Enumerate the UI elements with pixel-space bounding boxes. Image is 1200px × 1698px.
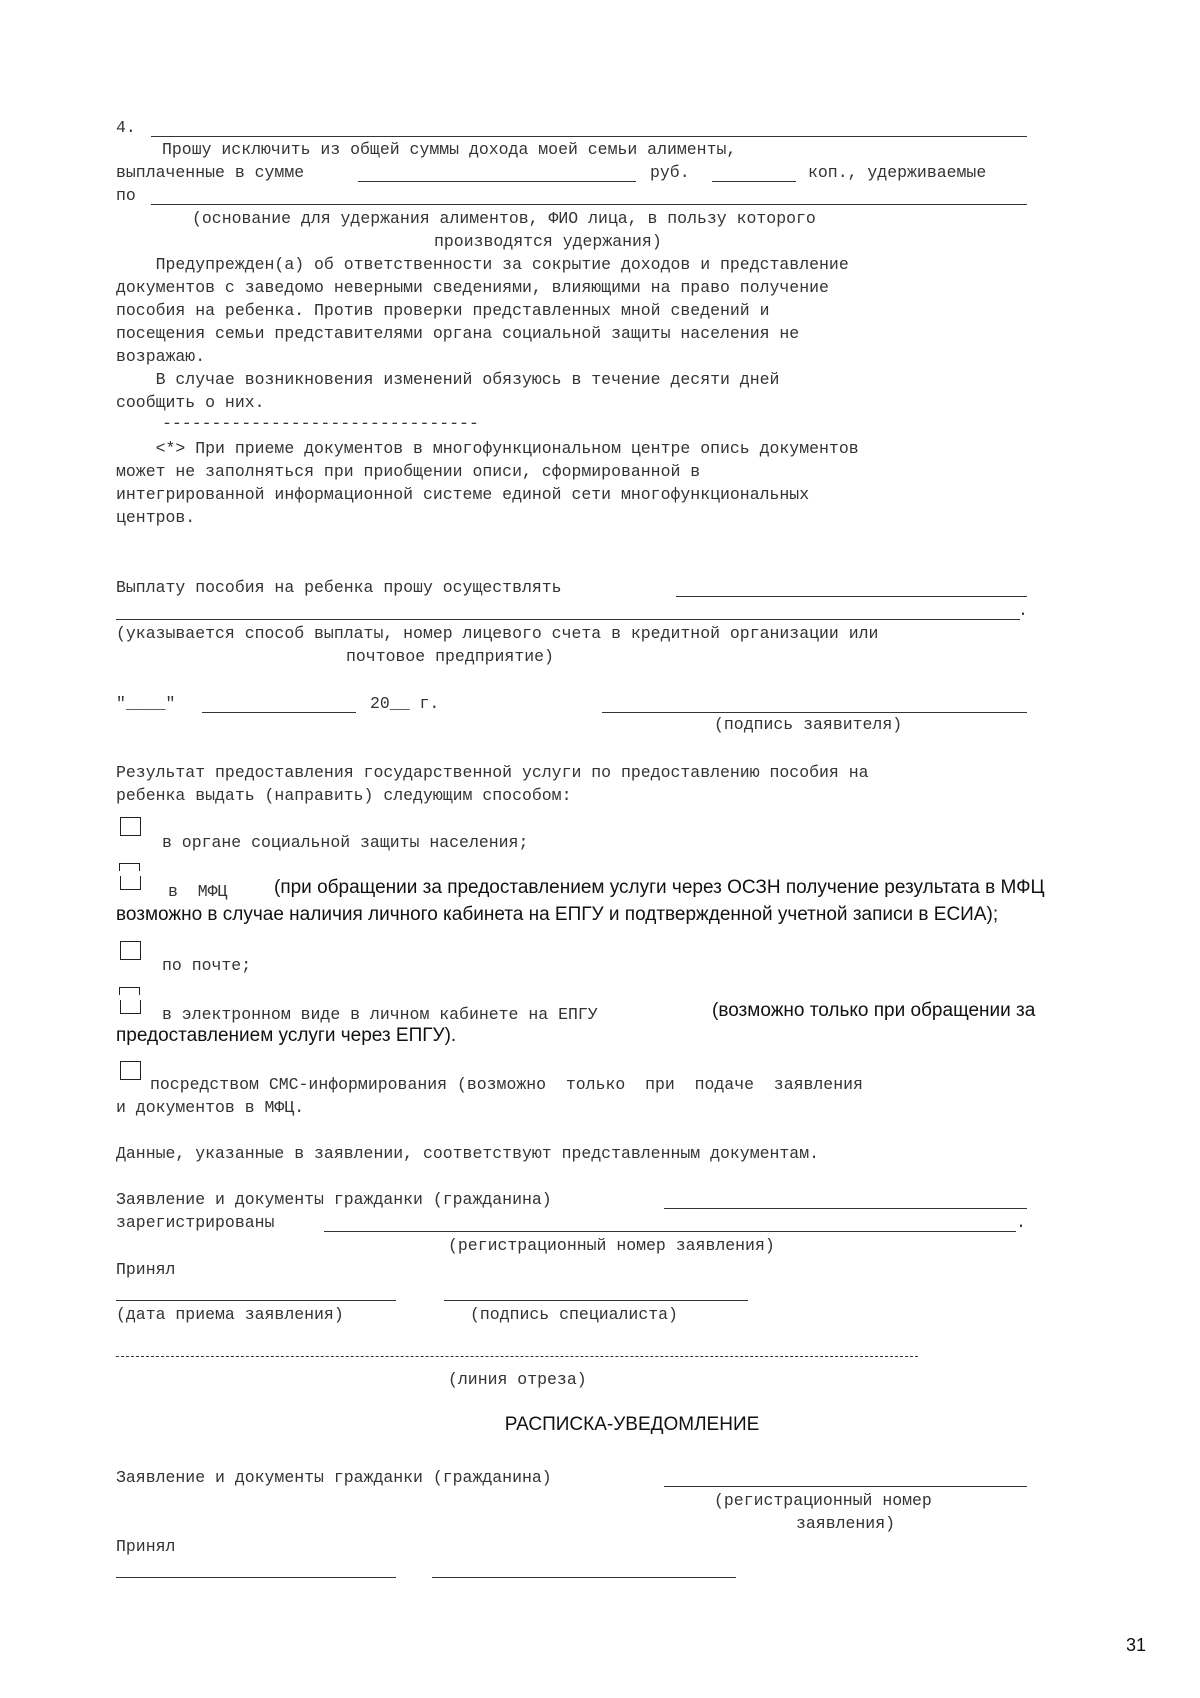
receipt-title: РАСПИСКА-УВЕДОМЛЕНИЕ bbox=[504, 1414, 760, 1435]
payment-label: Выплату пособия на ребенка прошу осуществлять bbox=[116, 578, 562, 597]
receipt-number-note-1: (регистрационный номер bbox=[714, 1491, 932, 1510]
option-sms-checkbox[interactable] bbox=[120, 1061, 141, 1080]
option-sms-label-1: посредством СМС-информирования (возможно только при подаче заявления bbox=[150, 1075, 863, 1094]
payment-blank-1 bbox=[676, 596, 1027, 597]
date-month-blank bbox=[202, 712, 356, 713]
option-epgu-label: в электронном виде в личном кабинете на ЕПГУ bbox=[162, 1005, 598, 1024]
alimony-request: Прошу исключить из общей суммы дохода моей семьи алименты, bbox=[162, 140, 737, 159]
item-number: 4. bbox=[116, 118, 136, 137]
receipt-line-1: Заявление и документы гражданки (гражданина) bbox=[116, 1468, 552, 1487]
cut-line bbox=[116, 1356, 918, 1357]
receipt-number-note-2: заявления) bbox=[796, 1514, 896, 1533]
receipt-name-blank bbox=[664, 1486, 1027, 1487]
alimony-by-label: по bbox=[116, 186, 136, 205]
alimony-basis-blank bbox=[151, 204, 1027, 205]
payment-note-2: почтовое предприятие) bbox=[346, 647, 554, 666]
date-year: 20__ г. bbox=[370, 694, 440, 713]
acceptance-date-line bbox=[116, 1300, 396, 1301]
option-mfc-note-1: (при обращении за предоставлением услуги через ОСЗН получение результата в МФЦ bbox=[274, 877, 1045, 898]
registration-line-1: Заявление и документы гражданки (гражданина) bbox=[116, 1190, 552, 1209]
option-osszn-checkbox[interactable] bbox=[120, 817, 141, 836]
registration-number-blank bbox=[324, 1231, 1016, 1232]
receipt-accepted: Принял bbox=[116, 1537, 176, 1556]
specialist-signature-note: (подпись специалиста) bbox=[470, 1305, 678, 1324]
option-mfc-note-2: возможно в случае наличия личного кабинета на ЕПГУ и подтвержденной учетной записи в ЕСИА); bbox=[116, 904, 999, 925]
acceptance-date-note: (дата приема заявления) bbox=[116, 1305, 344, 1324]
alimony-rub-label: руб. bbox=[650, 163, 690, 182]
result-line-1: Результат предоставления государственной услуги по предоставлению пособия на bbox=[116, 763, 869, 782]
warning-line-5: возражаю. bbox=[116, 347, 206, 366]
payment-blank-2 bbox=[116, 619, 1020, 620]
option-osszn-label: в органе социальной защиты населения; bbox=[162, 833, 529, 852]
registration-accepted: Принял bbox=[116, 1260, 176, 1279]
specialist-signature-line bbox=[444, 1300, 748, 1301]
option-epgu-checkbox[interactable] bbox=[120, 995, 141, 1014]
conformity-statement: Данные, указанные в заявлении, соответствуют представленным документам. bbox=[116, 1144, 820, 1163]
option-sms-label-2: и документов в МФЦ. bbox=[116, 1098, 305, 1117]
warning-line-2: документов с заведомо неверными сведениями, влияющими на право получение bbox=[116, 278, 829, 297]
option-mfc-label: в МФЦ bbox=[168, 882, 228, 901]
alimony-basis-note-2: производятся удержания) bbox=[434, 232, 662, 251]
applicant-signature-note: (подпись заявителя) bbox=[714, 715, 903, 734]
alimony-paid-label: выплаченные в сумме bbox=[116, 163, 305, 182]
registration-number-note: (регистрационный номер заявления) bbox=[448, 1236, 775, 1255]
receipt-date-line bbox=[116, 1577, 396, 1578]
date-day: "____" bbox=[116, 694, 176, 713]
payment-dot: . bbox=[1018, 601, 1028, 620]
footnote-line-1: <*> При приеме документов в многофункциональном центре опись документов bbox=[116, 439, 859, 458]
registration-dot: . bbox=[1016, 1213, 1026, 1232]
option-post-checkbox[interactable] bbox=[120, 941, 141, 960]
item-4-blank-line bbox=[151, 136, 1027, 137]
registration-name-blank bbox=[664, 1208, 1027, 1209]
warning-line-6: В случае возникновения изменений обязуюсь в течение десяти дней bbox=[116, 370, 780, 389]
option-epgu-note-2: предоставлением услуги через ЕПГУ). bbox=[116, 1025, 457, 1046]
receipt-signature-line bbox=[432, 1577, 736, 1578]
cut-line-label: (линия отреза) bbox=[448, 1370, 587, 1389]
payment-note-1: (указывается способ выплаты, номер лицевого счета в кредитной организации или bbox=[116, 624, 879, 643]
warning-line-7: сообщить о них. bbox=[116, 393, 265, 412]
alimony-sum-blank bbox=[358, 181, 636, 182]
alimony-kop-blank bbox=[712, 181, 796, 182]
page-number: 31 bbox=[1126, 1635, 1147, 1655]
registration-line-2: зарегистрированы bbox=[116, 1213, 275, 1232]
footnote-line-4: центров. bbox=[116, 508, 196, 527]
option-mfc-checkbox[interactable] bbox=[120, 871, 141, 890]
footnote-line-3: интегрированной информационной системе единой сети многофункциональных bbox=[116, 485, 810, 504]
warning-line-1: Предупрежден(а) об ответственности за сокрытие доходов и представление bbox=[116, 255, 849, 274]
result-line-2: ребенка выдать (направить) следующим способом: bbox=[116, 786, 572, 805]
option-epgu-note-1: (возможно только при обращении за bbox=[712, 1000, 1036, 1021]
footnote-line-2: может не заполняться при приобщении описи, сформированной в bbox=[116, 462, 701, 481]
warning-line-3: пособия на ребенка. Против проверки представленных мной сведений и bbox=[116, 301, 770, 320]
warning-line-4: посещения семьи представителями органа социальной защиты населения не bbox=[116, 324, 800, 343]
applicant-signature-line bbox=[602, 712, 1027, 713]
alimony-kop-label: коп., удерживаемые bbox=[808, 163, 987, 182]
option-post-label: по почте; bbox=[162, 956, 252, 975]
footnote-rule: -------------------------------- bbox=[162, 414, 479, 433]
alimony-basis-note-1: (основание для удержания алиментов, ФИО лица, в пользу которого bbox=[192, 209, 816, 228]
